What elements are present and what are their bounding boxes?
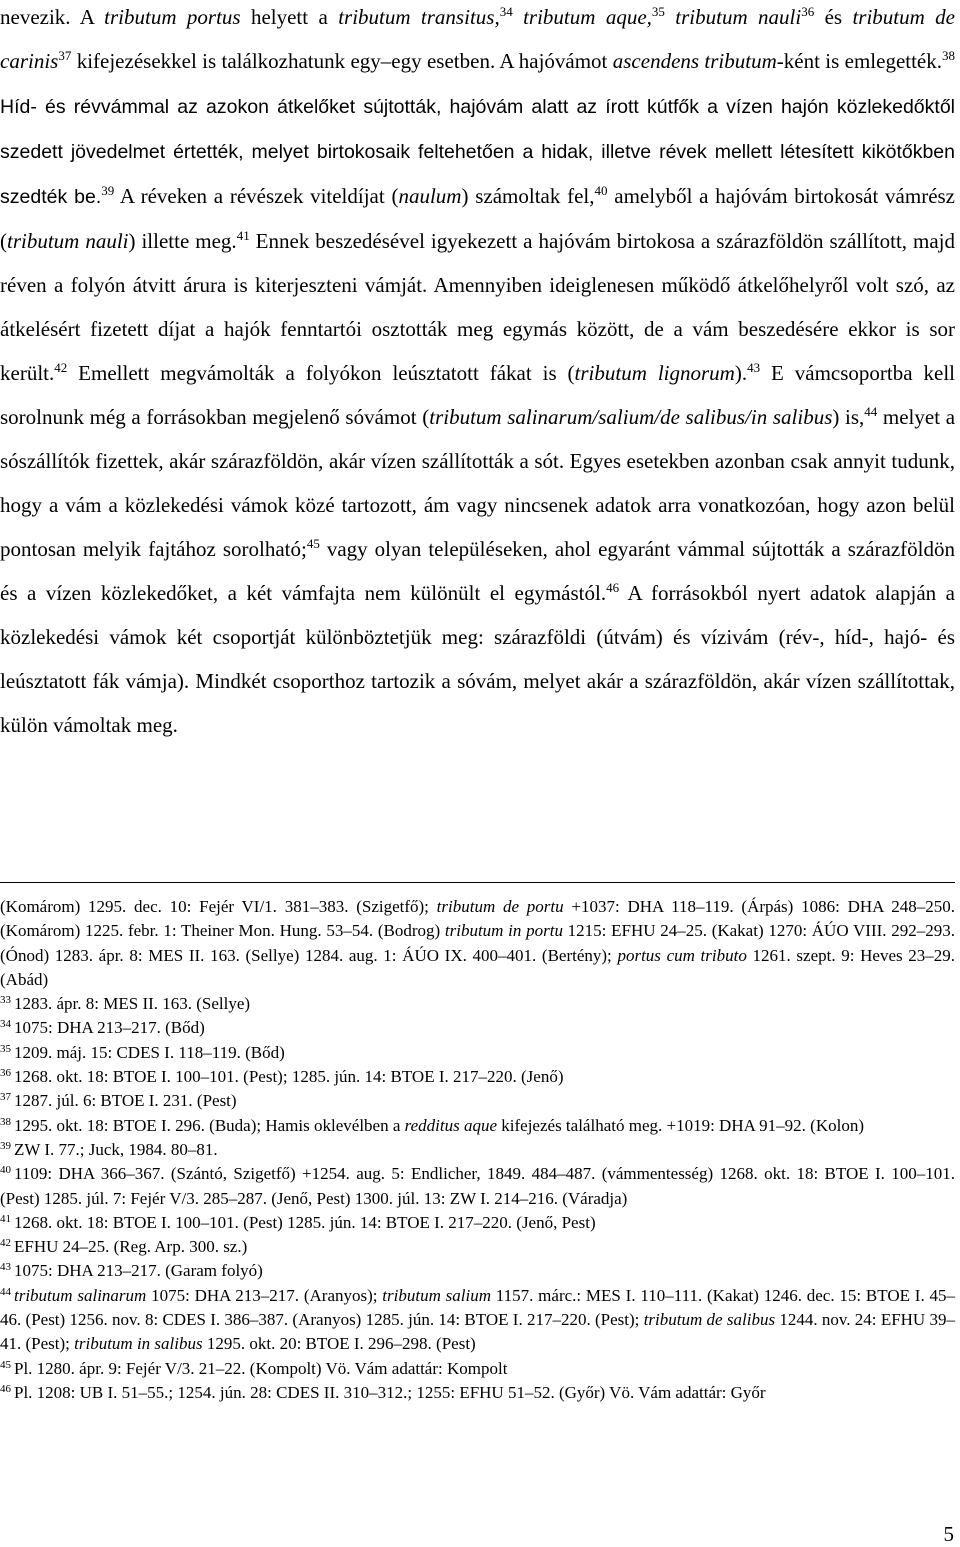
- footnote-33: $^{33}$ 1283. ápr. 8: MES II. 163. (Sellye): [0, 994, 251, 1014]
- footnote-45: $^{45}$ Pl. 1280. ápr. 9: Fejér V/3. 21–22. (Kompolt) Vö. Vám adattár: Kompolt: [0, 1358, 508, 1378]
- body-paragraph: nevezik. A tributum portus helyett a tributum transitus,$^{34}$ tributum aque,$^{35}$ tributum nauli$^{36}$ és tributum de carinis$^{37}$ kifejezésekkel is találkozhatunk egy–egy esetben. A hajóvámot ascendens tributum-ként is emlegették.$^{38}$ Híd- és révvámmal az azokon átkelőket sújtották, hajóvám alatt az írott kútfők a vízen hajón közlekedőktől szedett jövedelmet értették, melyet birtokosaik feltehetően a hidak, illetve révek mellett létesített kikötőkben szedték be.$^{39}$ A réveken a révészek viteldíjat (naulum) számoltak fel,$^{40}$ amelyből a hajóvám birtokosát vámrész (tributum nauli) illette meg.$^{41}$ Ennek beszedésével igyekezett a hajóvám birtokosa a szárazföldön szállított, majd réven a folyón átvitt árura is kiterjeszteni vámját. Amennyiben ideiglenesen működő átkelőhelyről volt szó, az átkelésért fizetett díjat a hajók fenntartói osztották meg egymás között, de a vám beszedésére ekkor is sor került.$^{42}$ Emellett megvámolták a folyókon leúsztatott fákat is (tributum lignorum).$^{43}$ E vámcsoportba kell sorolnunk még a forrásokban megjelenő sóvámot (tributum salinarum/salium/de salibus/in salibus) is,$^{44}$ melyet a sószállítók fizettek, akár szárazföldön, akár vízen szállították a sót. Egyes esetekben azonban csak annyit tudunk, hogy a vám a közlekedési vámok közé tartozott, ám vagy nincsenek adatok arra vonatkozóan, hogy azon belül pontosan melyik fajtához sorolható;$^{45}$ vagy olyan településeken, ahol egyaránt vámmal sújtották a szárazföldön és a vízen közlekedőket, a két vámfajta nem különült el egymástól.$^{46}$ A forrásokból nyert adatok alapján a közlekedési vámok két csoportját különböztetjük meg: szárazföldi (útvám) és vízivám (rév-, híd-, hajó- és leúsztatott fák vámja). Mindkét csoporthoz tartozik a sóvám, melyet akár a szárazföldön, akár vízen szállítottak, külön vámoltak meg.: [0, 4, 956, 737]
- footnote-continuation: (Komárom) 1295. dec. 10: Fejér VI/1. 381–383. (Szigetfő); tributum de portu +1037: DHA 118–119. (Árpás) 1086: DHA 248–250. (Komárom) 1225. febr. 1: Theiner Mon. Hung. 53–54. (Bodrog) tributum in portu 1215: EFHU 24–25. (Kakat) 1270: ÁÚO VIII. 292–293. (Ónod) 1283. ápr. 8: MES II. 163. (Sellye) 1284. aug. 1: ÁÚO IX. 400–401. (Bertény); portus cum tributo 1261. szept. 9: Heves 23–29. (Abád): [0, 897, 956, 989]
- footnote-41: $^{41}$ 1268. okt. 18: BTOE I. 100–101. (Pest) 1285. jún. 14: BTOE I. 217–220. (Jenő, Pest): [0, 1212, 596, 1232]
- footnote-ref: 42: [54, 360, 68, 375]
- footnote-35: $^{35}$ 1209. máj. 15: CDES I. 118–119. (Bőd): [0, 1042, 285, 1062]
- footnote-ref: 36: [801, 4, 815, 19]
- footnote-ref: 46: [606, 580, 620, 595]
- footnote-44: $^{44}$ tributum salinarum 1075: DHA 213–217. (Aranyos); tributum salium 1157. márc.: MES I. 110–111. (Kakat) 1246. dec. 15: BTOE I. 45–46. (Pest) 1256. nov. 8: CDES I. 386–387. (Aranyos) 1285. jún. 14: BTOE I. 217–220. (Pest); tributum de salibus 1244. nov. 24: EFHU 39–41. (Pest); tributum in salibus 1295. okt. 20: BTOE I. 296–298. (Pest): [0, 1285, 955, 1354]
- footnote-ref: 41: [236, 228, 250, 243]
- footnote-ref: 34: [499, 4, 513, 19]
- footnote-40: $^{40}$ 1109: DHA 366–367. (Szántó, Szigetfő) +1254. aug. 5: Endlicher, 1849. 484–487. (vámmentesség) 1268. okt. 18: BTOE I. 100–101. (Pest) 1285. júl. 7: Fejér V/3. 285–287. (Jenő, Pest) 1300. júl. 13: ZW I. 214–216. (Váradja): [0, 1164, 955, 1208]
- footnote-ref: 39: [101, 183, 115, 198]
- footnote-38: $^{38}$ 1295. okt. 18: BTOE I. 296. (Buda); Hamis oklevélben a redditus aque kifejezés található meg. +1019: DHA 91–92. (Kolon): [0, 1115, 865, 1135]
- main-text: [0, 0, 955, 747]
- page-number: 5: [943, 1522, 954, 1546]
- footnote-46: $^{46}$ Pl. 1208: UB I. 51–55.; 1254. jún. 28: CDES II. 310–312.; 1255: EFHU 51–52. (Győr) Vö. Vám adattár: Győr: [0, 1382, 766, 1402]
- footnote-ref: 43: [747, 360, 761, 375]
- footnote-42: $^{42}$ EFHU 24–25. (Reg. Arp. 300. sz.): [0, 1237, 248, 1257]
- footnote-ref: 37: [58, 48, 72, 63]
- footnotes: [0, 895, 955, 1405]
- footnote-ref: 44: [864, 404, 878, 419]
- footnote-ref: 40: [594, 183, 608, 198]
- footnote-36: $^{36}$ 1268. okt. 18: BTOE I. 100–101. (Pest); 1285. jún. 14: BTOE I. 217–220. (Jenő): [0, 1067, 564, 1087]
- footnote-43: $^{43}$ 1075: DHA 213–217. (Garam folyó): [0, 1261, 263, 1281]
- footnote-37: $^{37}$ 1287. júl. 6: BTOE I. 231. (Pest): [0, 1091, 237, 1111]
- footnote-divider: [0, 882, 955, 883]
- footnote-34: $^{34}$ 1075: DHA 213–217. (Bőd): [0, 1018, 205, 1038]
- footnote-ref: 35: [651, 4, 665, 19]
- footnote-39: $^{39}$ ZW I. 77.; Juck, 1984. 80–81.: [0, 1139, 218, 1159]
- footnote-ref: 45: [306, 536, 320, 551]
- footnote-ref: 38: [942, 48, 955, 63]
